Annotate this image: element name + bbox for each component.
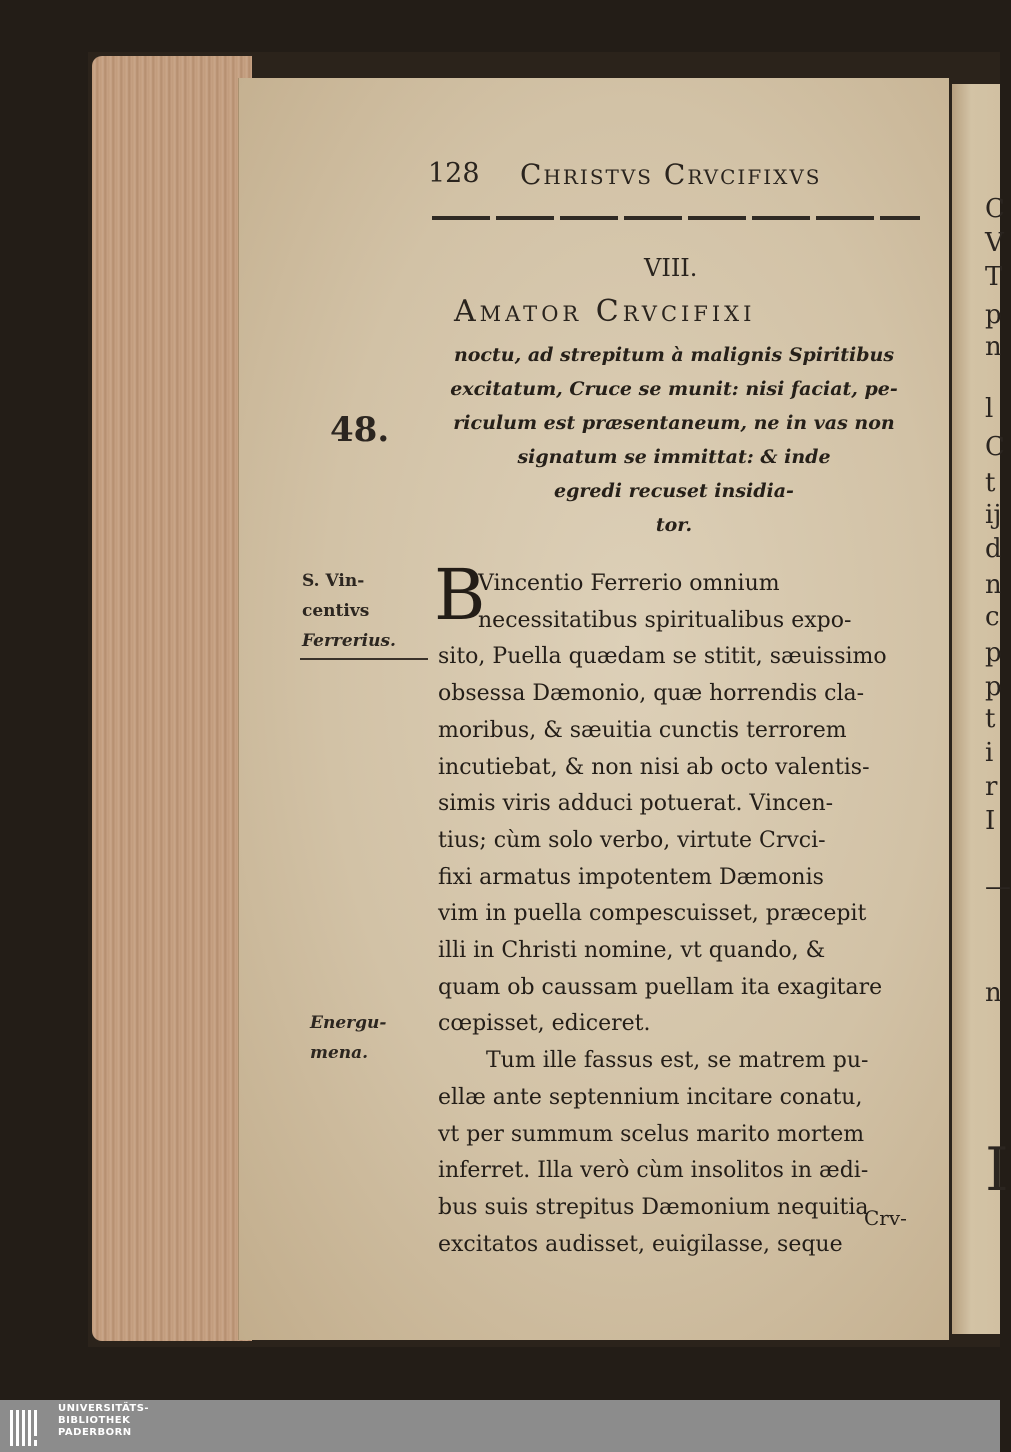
margin-note-energumena [310,1008,386,1068]
section-numeral: VIII. [644,254,698,282]
facing-page-char: C [985,432,1005,462]
facing-page-char: n [985,978,1002,1008]
body-line: excitatos audisset, euigilasse, seque [438,1231,843,1257]
library-logo-icon [8,1406,50,1448]
facing-page-char: p [985,300,1002,330]
facing-page-char: I [985,806,996,836]
intro-line: noctu, ad strepitum à malignis Spiritibus [453,344,895,366]
body-line: sito, Puella quædam se stitit, sæuissimo [438,644,887,670]
intro-line: egredi recuset insidia- [554,480,794,502]
library-name-line: UNIVERSITÄTS- [58,1403,150,1414]
facing-page-char: V [985,228,1004,258]
library-name-line: PADERBORN [58,1427,132,1438]
facing-page-char: I [985,1135,1009,1205]
page-number: 128 [428,158,480,189]
margin-note-saint [302,566,396,656]
library-name [58,1403,149,1439]
body-line: Vincentio Ferrerio omnium [478,571,780,596]
margin-note-underline [300,658,428,660]
body-text [438,566,938,1263]
intro-line: tor. [655,514,693,536]
facing-page-char: t [985,468,996,498]
running-title: Christvs Crvcifixvs [520,158,822,191]
facing-page-char: t [985,704,996,734]
body-line: incutiebat, & non nisi ab octo valentis- [438,754,870,780]
body-line: cœpisset, ediceret. [438,1011,651,1037]
margin-note-line: mena. [310,1043,369,1063]
facing-page-char: p [985,672,1002,702]
body-line: moribus, & sæuitia cunctis terrorem [438,717,847,743]
body-line: ellæ ante septennium incitare conatu, [438,1084,863,1110]
facing-page-char: i [985,738,994,768]
intro-line: excitatum, Cruce se munit: nisi faciat, pe- [450,378,898,400]
header-rule [432,216,920,220]
facing-page-char: r [985,772,998,802]
page-edges [92,56,252,1341]
page-header [424,154,914,194]
margin-number: 48. [330,410,390,450]
body-line: quam ob caussam puellam ita exagitare [438,974,883,1000]
library-footer [0,1400,1000,1452]
drop-cap: B [434,554,486,636]
facing-page-char: — [985,872,1011,902]
intro-line: riculum est præsentaneum, ne in vas non [453,412,895,434]
margin-note-line: centivs [302,601,370,621]
facing-page-char: l [985,394,994,424]
catchword: Crv- [864,1206,907,1230]
margin-note-line: Energu- [310,1013,387,1033]
body-line: simis viris adduci potuerat. Vincen- [438,791,834,817]
facing-page-char: ij [985,500,1002,530]
facing-page-char: C [985,194,1005,224]
body-line: fixi armatus impotentem Dæmonis [438,864,824,890]
intro-line: signatum se immittat: & inde [517,446,831,468]
library-name-line: BIBLIOTHEK [58,1415,131,1426]
facing-page-char: n [985,332,1002,362]
section-title: Amator Crvcifixi [454,294,756,329]
body-line: vim in puella compescuisset, præcepit [438,901,867,927]
body-line: obsessa Dæmonio, quæ horrendis cla- [438,681,865,707]
facing-page-char: d [985,534,1002,564]
facing-page-char: n [985,570,1002,600]
facing-page-char: c [985,602,1000,632]
margin-note-line: S. Vin- [302,571,365,591]
section-intro [424,338,924,542]
margin-note-line: Ferrerius. [302,631,396,651]
body-line: tius; cùm solo verbo, virtute Crvci- [438,827,826,853]
facing-page-char: T [985,262,1003,292]
body-line: necessitatibus spiritualibus expo- [478,607,852,633]
body-line: Tum ille fassus est, se matrem pu- [486,1048,869,1074]
body-line: inferret. Illa verò cùm insolitos in ædi- [438,1158,869,1184]
facing-page-char: p [985,638,1002,668]
body-line: vt per summum scelus marito mortem [438,1121,865,1147]
body-line: illi in Christi nomine, vt quando, & [438,938,826,964]
body-line: bus suis strepitus Dæmonium nequitia [438,1194,869,1220]
